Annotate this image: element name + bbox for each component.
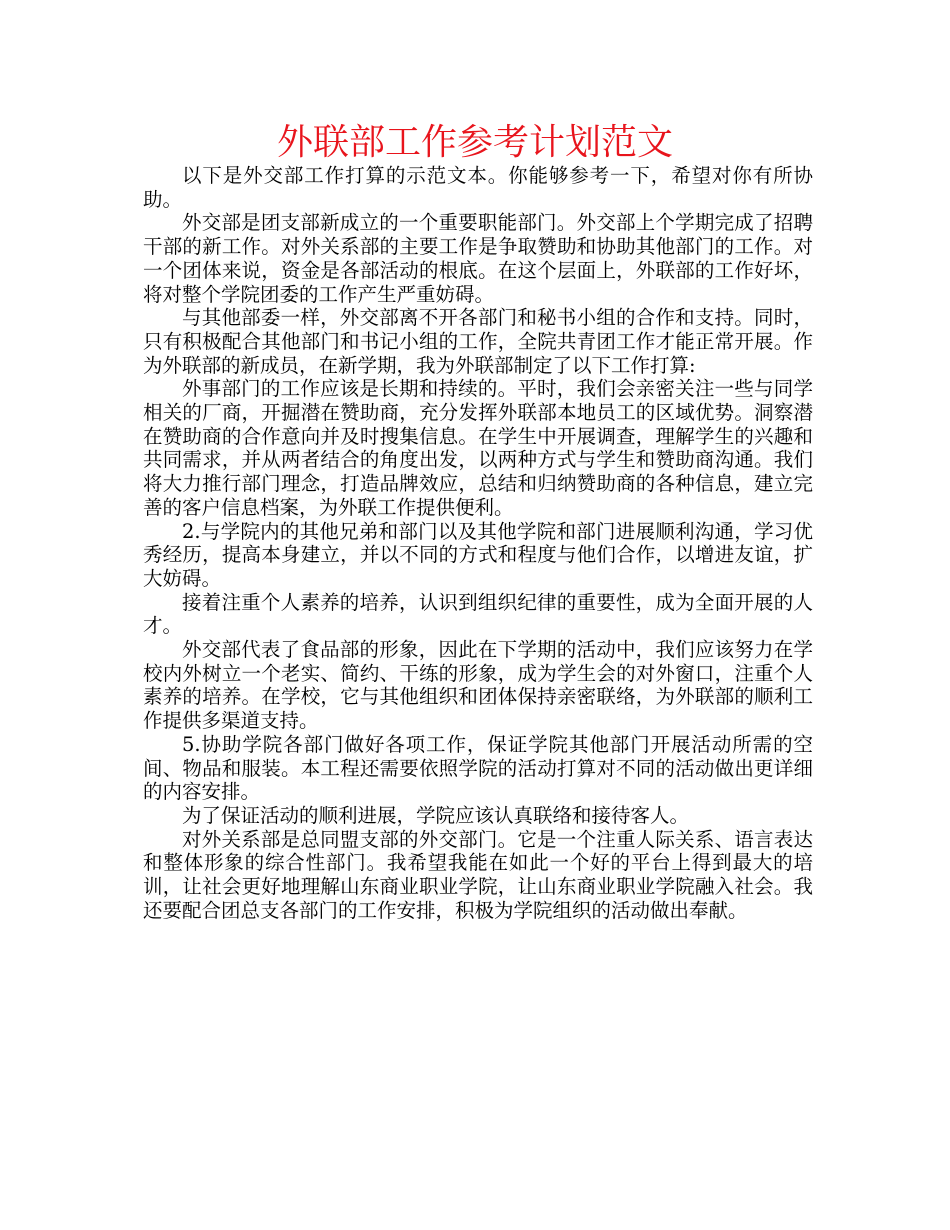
paragraph: 外交部代表了食品部的形象，因此在下学期的活动中，我们应该努力在学校内外树立一个老实、简约、干练的形象，成为学生会的对外窗口，注重个人素养的培养。在学校，它与其他组织和团体保持亲密联络，为外联部的顺利工作提供多渠道支持。 xyxy=(143,638,813,733)
paragraph: 以下是外交部工作打算的示范文本。你能够参考一下，希望对你有所协助。 xyxy=(143,164,813,211)
paragraph: 5.协助学院各部门做好各项工作，保证学院其他部门开展活动所需的空间、物品和服装。本工程还需要依照学院的活动打算对不同的活动做出更详细的内容安排。 xyxy=(143,732,813,804)
paragraph: 与其他部委一样，外交部离不开各部门和秘书小组的合作和支持。同时，只有积极配合其他部门和书记小组的工作，全院共青团工作才能正常开展。作为外联部的新成员，在新学期，我为外联部制定了以下工作打算: xyxy=(143,306,813,377)
paragraph: 为了保证活动的顺利进展，学院应该认真联络和接待客人。 xyxy=(182,803,690,827)
paragraph: 外事部门的工作应该是长期和持续的。平时，我们会亲密关注一些与同学相关的厂商，开掘潜在赞助商，充分发挥外联部本地员工的区域优势。洞察潜在赞助商的合作意向并及时搜集信息。在学生中开展调查，理解学生的兴趣和共同需求，并从两者结合的角度出发，以两种方式与学生和赞助商沟通。我们将大力推行部门理念，打造品牌效应，总结和归纳赞助商的各种信息，建立完善的客户信息档案，为外联工作提供便利。 xyxy=(143,377,813,519)
paragraph: 接着注重个人素养的培养，认识到组织纪律的重要性，成为全面开展的人才。 xyxy=(143,590,813,638)
paragraph: 2.与学院内的其他兄弟和部门以及其他学院和部门进展顺利沟通，学习优秀经历，提高本身建立，并以不同的方式和程度与他们合作，以增进友谊，扩大妨碍。 xyxy=(143,519,813,590)
paragraph: 外交部是团支部新成立的一个重要职能部门。外交部上个学期完成了招聘干部的新工作。对外关系部的主要工作是争取赞助和协助其他部门的工作。对一个团体来说，资金是各部活动的根底。在这个层面上，外联部的工作好坏，将对整个学院团委的工作产生严重妨碍。 xyxy=(143,211,813,306)
document-body xyxy=(143,164,813,923)
paragraph: 对外关系部是总同盟支部的外交部门。它是一个注重人际关系、语言表达和整体形象的综合性部门。我希望我能在如此一个好的平台上得到最大的培训，让社会更好地理解山东商业职业学院，让山东商业职业学院融入社会。我还要配合团总支各部门的工作安排，积极为学院组织的活动做出奉献。 xyxy=(143,827,813,922)
page-title: 外联部工作参考计划范文 xyxy=(276,122,673,163)
